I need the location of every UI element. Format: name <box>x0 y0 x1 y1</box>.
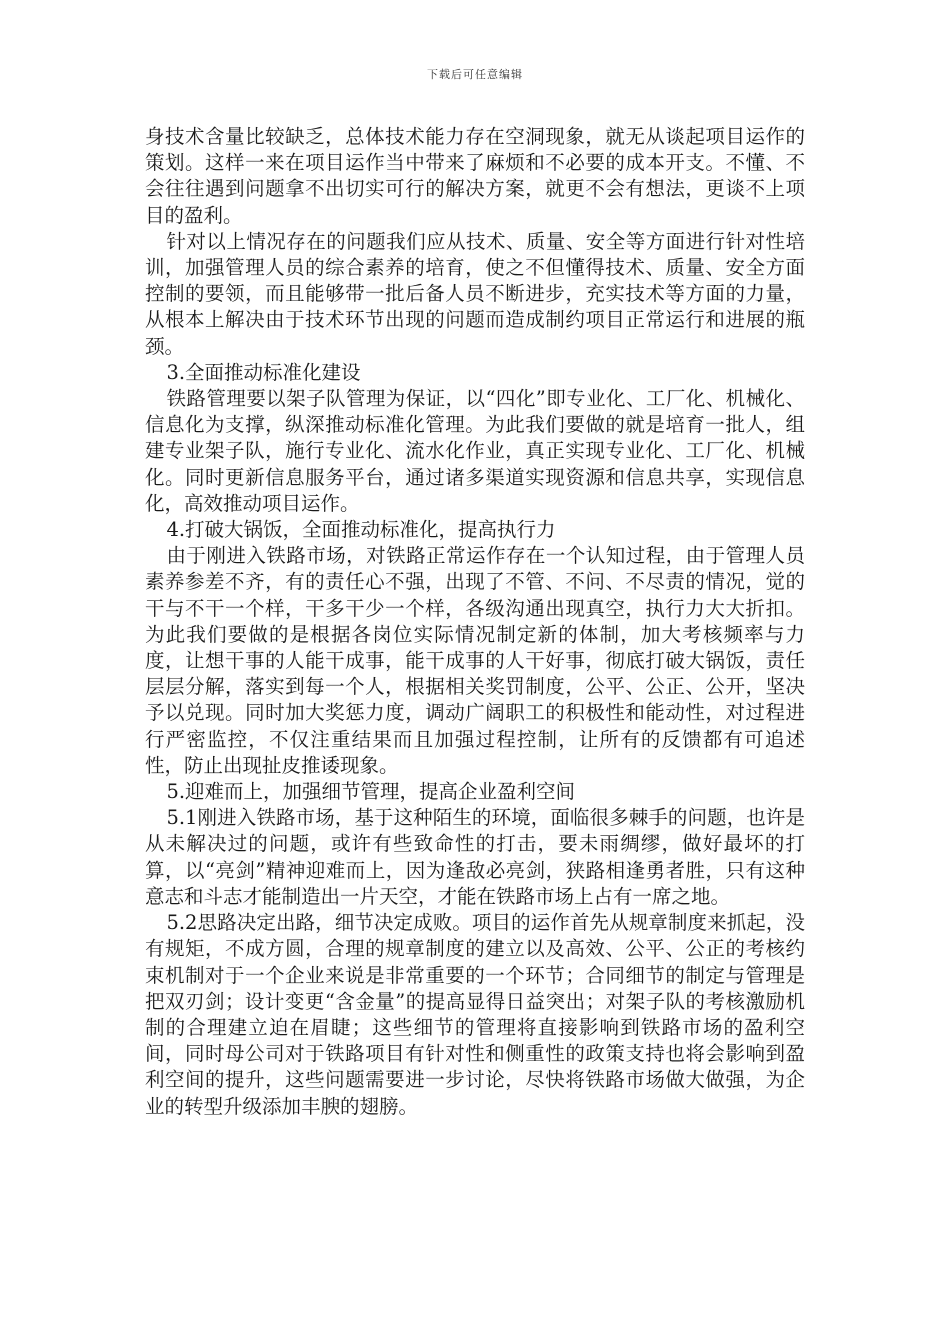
section-heading-5: 5.迎难而上，加强细节管理，提高企业盈利空间 <box>166 780 576 804</box>
paragraph-5-1: 5.1刚进入铁路市场，基于这种陌生的环境，面临很多棘手的问题，也许是从未解决过的问题，或许有些致命性的打击，要未雨绸缪，做好最坏的打算，以“亮剑”精神迎难而上，因为逢敌必亮剑，狭路相逢勇者胜，只有这种意志和斗志才能制造出一片天空，才能在铁路市场上占有一席之地。 <box>145 806 805 908</box>
page-header: 下载后可任意编辑 <box>427 68 523 81</box>
section-heading-3: 3.全面推动标准化建设 <box>166 360 361 384</box>
document-body <box>145 124 805 1120</box>
paragraph-continued: 身技术含量比较缺乏，总体技术能力存在空洞现象，就无从谈起项目运作的策划。这样一来在项目运作当中带来了麻烦和不必要的成本开支。不懂、不会往往遇到问题拿不出切实可行的解决方案，就更不会有想法，更谈不上项目的盈利。 <box>145 125 805 227</box>
section-heading-4: 4.打破大锅饭，全面推动标准化，提高执行力 <box>166 518 556 542</box>
paragraph-standardization: 铁路管理要以架子队管理为保证，以“四化”即专业化、工厂化、机械化、信息化为支撑，纵深推动标准化管理。为此我们要做的就是培育一批人，组建专业架子队，施行专业化、流水化作业，真正实现专业化、工厂化、机械化。同时更新信息服务平台，通过诸多渠道实现资源和信息共享，实现信息化，高效推动项目运作。 <box>145 387 805 515</box>
paragraph-5-2: 5.2思路决定出路，细节决定成败。项目的运作首先从规章制度来抓起，没有规矩，不成方圆，合理的规章制度的建立以及高效、公平、公正的考核约束机制对于一个企业来说是非常重要的一个环节；合同细节的制定与管理是把双刃剑；设计变更“含金量”的提高显得日益突出；对架子队的考核激励机制的合理建立迫在眉睫；这些细节的管理将直接影响到铁路市场的盈利空间，同时母公司对于铁路项目有针对性和侧重性的政策支持也将会影响到盈利空间的提升，这些问题需要进一步讨论，尽快将铁路市场做大做强，为企业的转型升级添加丰腴的翅膀。 <box>145 911 805 1118</box>
paragraph-training: 针对以上情况存在的问题我们应从技术、质量、安全等方面进行针对性培训，加强管理人员的综合素养的培育，使之不但懂得技术、质量、安全方面控制的要领，而且能够带一批后备人员不断进步，充实技术等方面的力量，从根本上解决由于技术环节出现的问题而造成制约项目正常运行和进展的瓶颈。 <box>145 229 805 358</box>
paragraph-execution: 由于刚进入铁路市场，对铁路正常运作存在一个认知过程，由于管理人员素养参差不齐，有的责任心不强，出现了不管、不问、不尽责的情况，觉的干与不干一个样，干多干少一个样，各级沟通出现真空，执行力大大折扣。为此我们要做的是根据各岗位实际情况制定新的体制，加大考核频率与力度，让想干事的人能干成事，能干成事的人干好事，彻底打破大锅饭，责任层层分解，落实到每一个人，根据相关奖罚制度，公平、公正、公开，坚决予以兑现。同时加大奖惩力度，调动广阔职工的积极性和能动性，对过程进行严密监控，不仅注重结果而且加强过程控制，让所有的反馈都有可追述性，防止出现扯皮推诿现象。 <box>145 544 805 777</box>
